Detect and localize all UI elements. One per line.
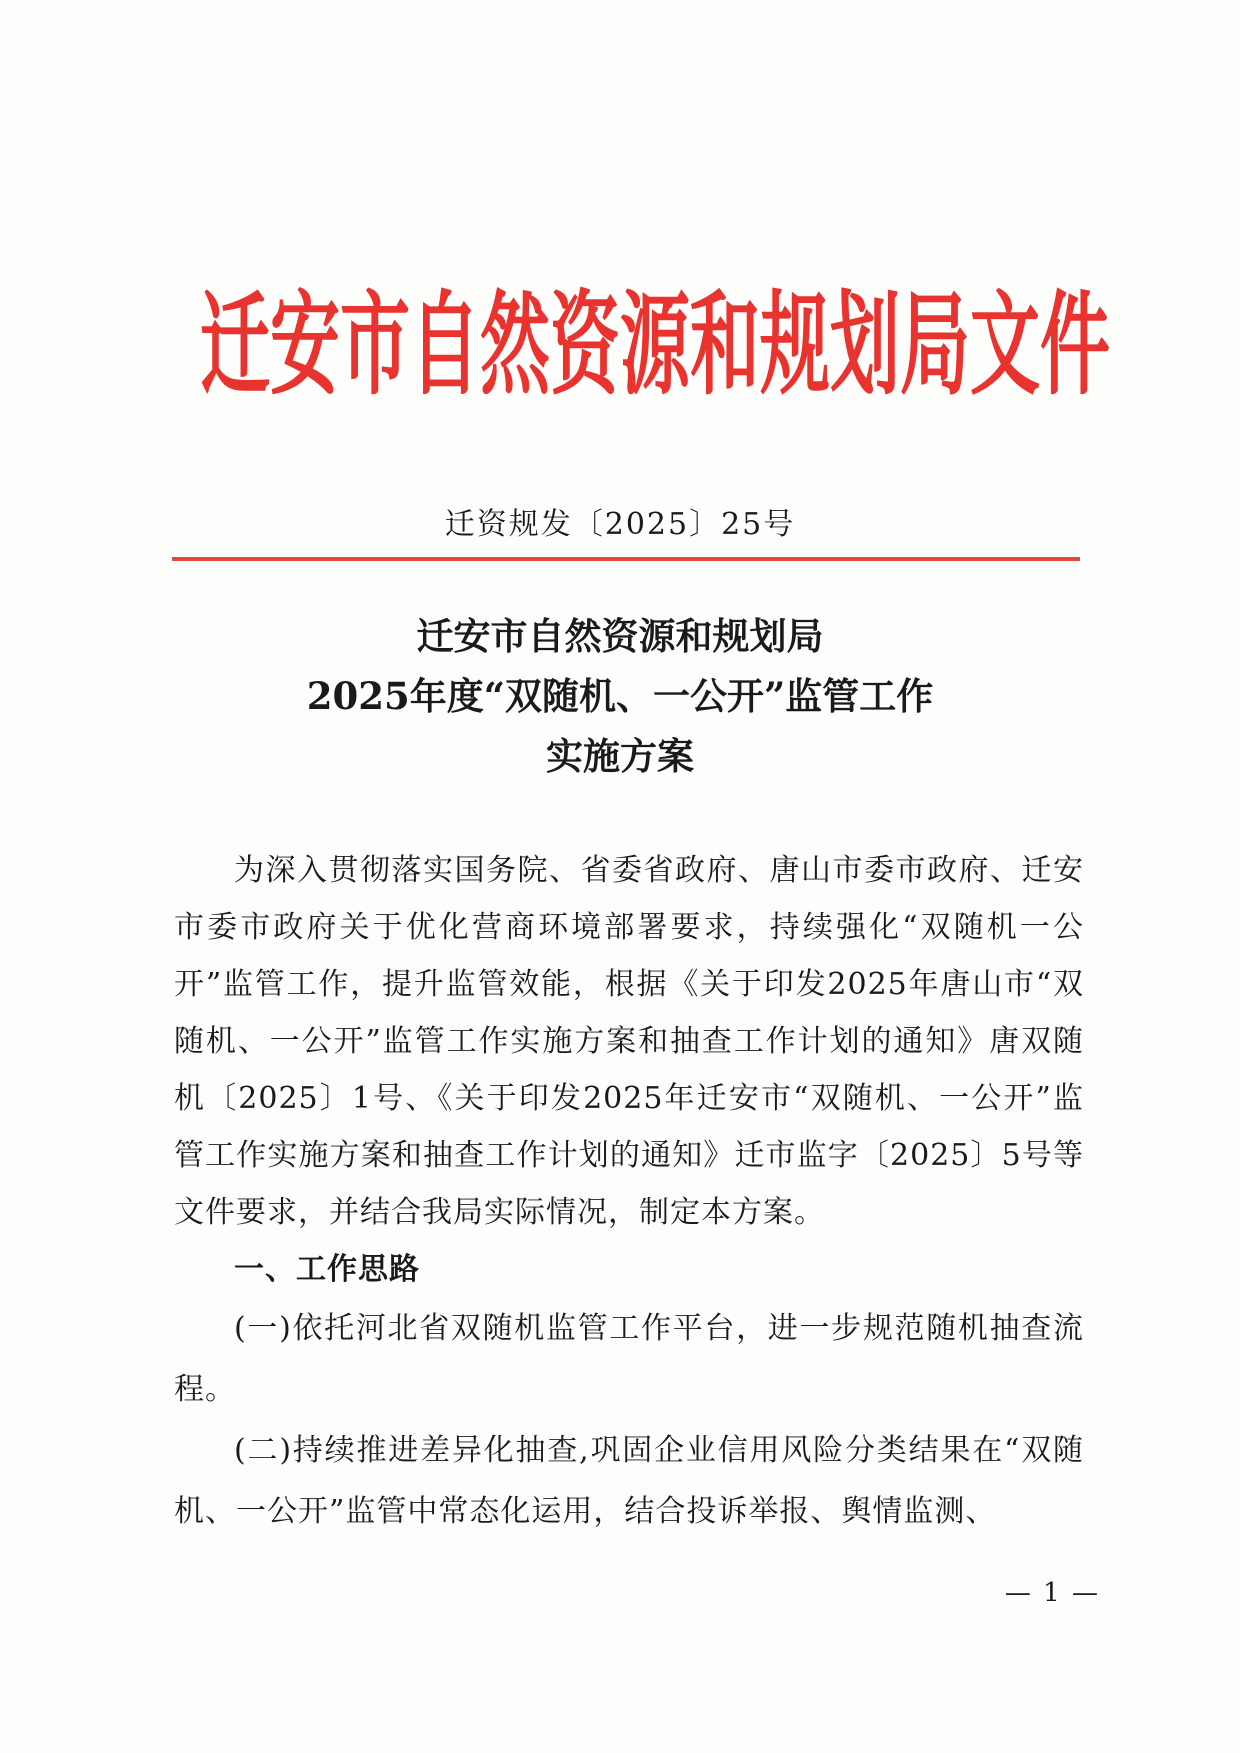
title-line-1: 迁安市自然资源和规划局 <box>416 614 824 658</box>
title-line-3: 实施方案 <box>546 734 694 778</box>
masthead-text: 迁安市自然资源和规划局文件 <box>200 277 1110 411</box>
intro-paragraph: 为深入贯彻落实国务院、省委省政府、唐山市委市政府、迁安市委市政府关于优化营商环境部署要求，持续强化“双随机一公开”监管工作，提升监管效能，根据《关于印发2025年唐山市“双随机、一公开”监管工作实施方案和抽查工作计划的通知》唐双随机〔2025〕1号、《关于印发2025年迁安市“双随机、一公开”监管工作实施方案和抽查工作计划的通知》迁市监字〔2025〕5号等文件要求，并结合我局实际情况，制定本方案。 <box>174 853 1084 1230</box>
page-number: — 1 — <box>1004 1578 1100 1608</box>
red-masthead <box>200 277 1110 411</box>
document-number: 迁资规发〔2025〕25号 <box>444 507 796 542</box>
item-paragraph-1: (一)依托河北省双随机监管工作平台，进一步规范随机抽查流程。 <box>174 1311 1084 1407</box>
document-body <box>174 842 1084 1542</box>
red-separator-line <box>172 557 1080 561</box>
title-line-2: 2025年度“双随机、一公开”监管工作 <box>306 674 934 718</box>
section-heading-1: 一、工作思路 <box>234 1252 420 1287</box>
item-paragraph-2: (二)持续推进差异化抽查,巩固企业信用风险分类结果在“双随机、一公开”监管中常态化运用，结合投诉举报、舆情监测、 <box>174 1433 1084 1529</box>
